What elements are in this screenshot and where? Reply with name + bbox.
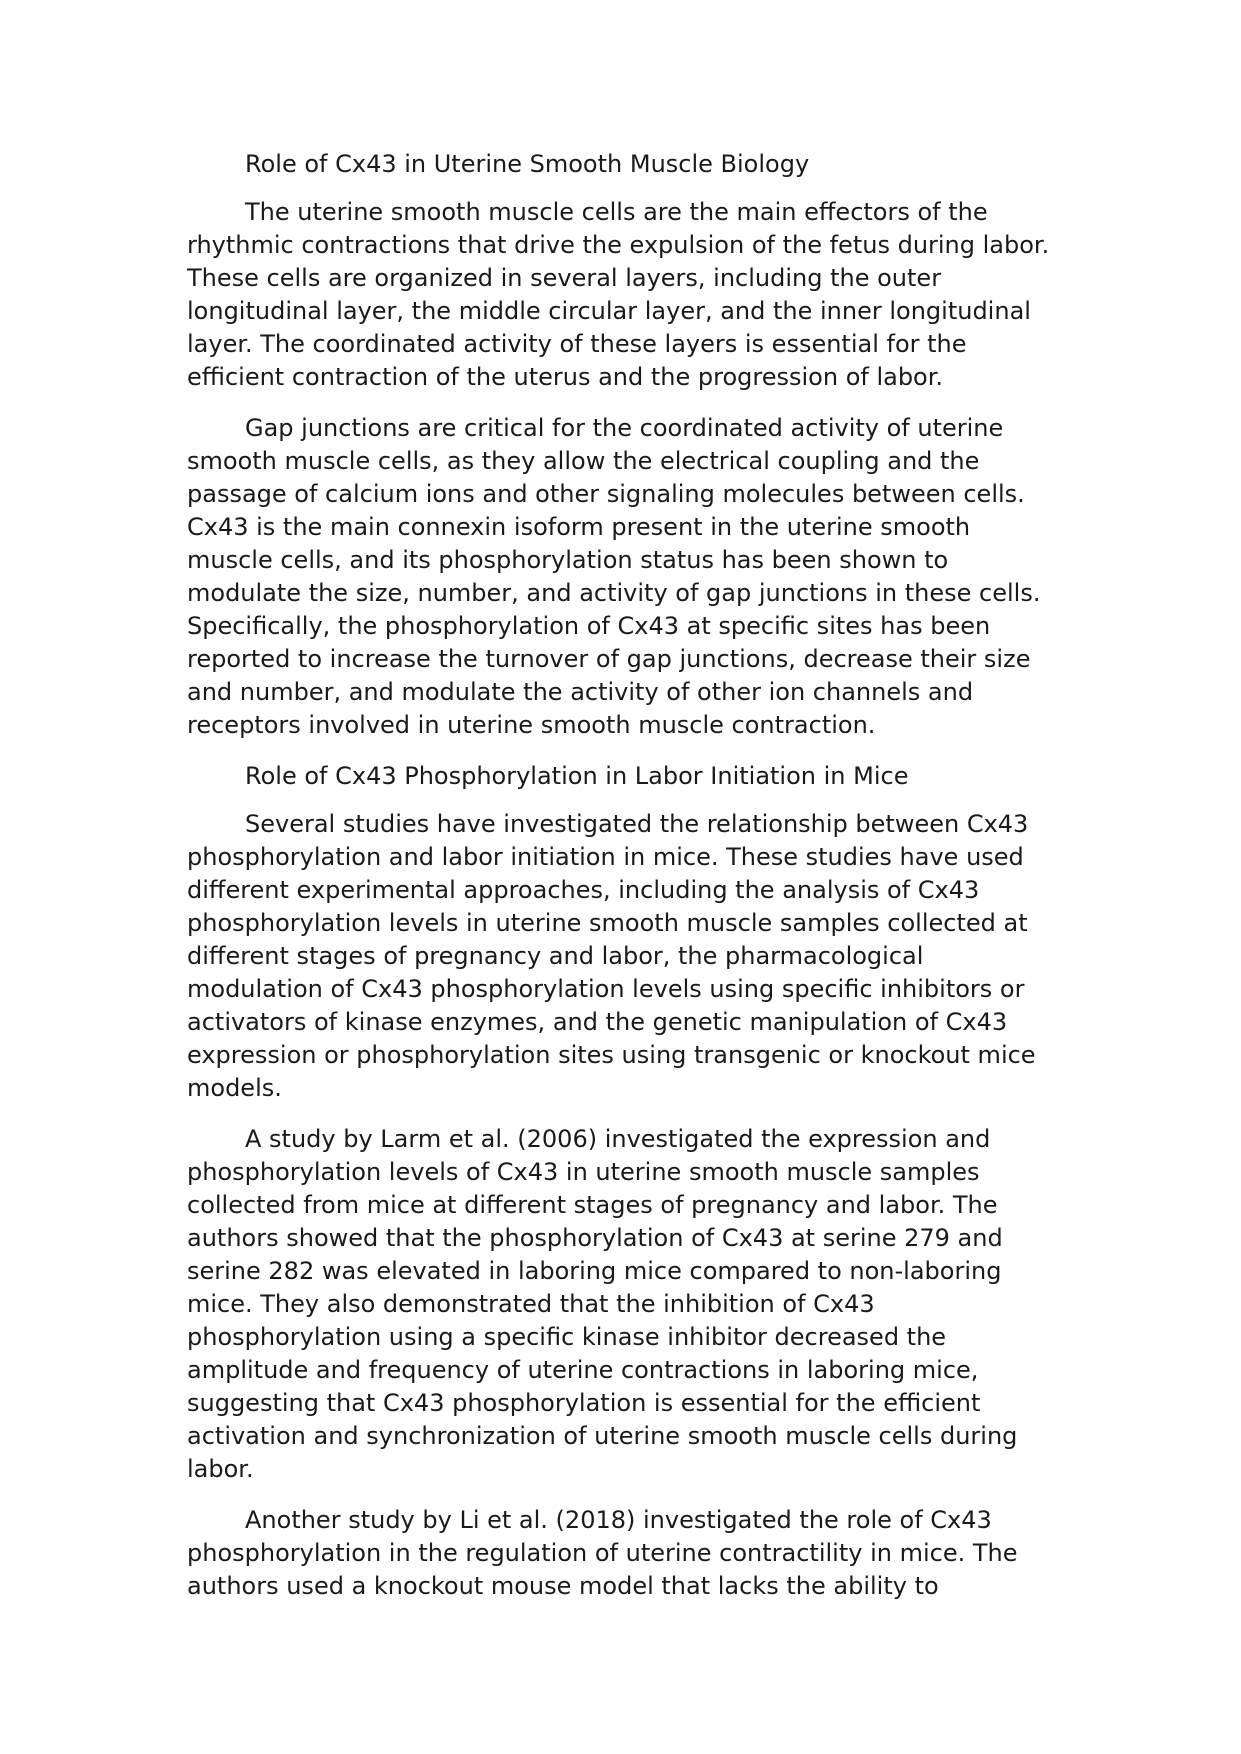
paragraph-larm-study: A study by Larm et al. (2006) investigated the expression and phosphorylation levels of Cx43 in uterine smooth muscle samples collected from mice at different stages of pregnancy and labor. The authors showed that the phosphorylation of Cx43 at serine 279 and serine 282 was elevated in laboring mice compared to non-laboring mice. They also demonstrated that the inhibition of Cx43 phosphorylation using a specific kinase inhibitor decreased the amplitude and frequency of uterine contractions in laboring mice, suggesting that Cx43 phosphorylation is essential for the efficient activation and synchronization of uterine smooth muscle cells during labor. — [187, 1125, 1018, 1483]
document-body — [187, 148, 1057, 1621]
paragraph-several-studies: Several studies have investigated the relationship between Cx43 phosphorylation and labor initiation in mice. These studies have used different experimental approaches, including the analysis of Cx43 phosphorylation levels in uterine smooth muscle samples collected at different stages of pregnancy and labor, the pharmacological modulation of Cx43 phosphorylation levels using specific inhibitors or activators of kinase enzymes, and the genetic manipulation of Cx43 expression or phosphorylation sites using transgenic or knockout mice models. — [187, 810, 1036, 1102]
paragraph-uterine-cells: The uterine smooth muscle cells are the main effectors of the rhythmic contractions that drive the expulsion of the fetus during labor. These cells are organized in several layers, including the outer longitudinal layer, the middle circular layer, and the inner longitudinal layer. The coordinated activity of these layers is essential for the efficient contraction of the uterus and the progression of labor. — [187, 198, 1050, 391]
section-heading-labor-initiation: Role of Cx43 Phosphorylation in Labor Initiation in Mice — [245, 762, 909, 790]
paragraph-gap-junctions: Gap junctions are critical for the coordinated activity of uterine smooth muscle cells, as they allow the electrical coupling and the passage of calcium ions and other signaling molecules between cells. Cx43 is the main connexin isoform present in the uterine smooth muscle cells, and its phosphorylation status has been shown to modulate the size, number, and activity of gap junctions in these cells. Specifically, the phosphorylation of Cx43 at specific sites has been reported to increase the turnover of gap junctions, decrease their size and number, and modulate the activity of other ion channels and receptors involved in uterine smooth muscle contraction. — [187, 414, 1041, 739]
section-heading-uterine-biology: Role of Cx43 in Uterine Smooth Muscle Biology — [245, 150, 810, 178]
paragraph-li-study: Another study by Li et al. (2018) investigated the role of Cx43 phosphorylation in the regulation of uterine contractility in mice. The authors used a knockout mouse model that lacks the ability to — [187, 1506, 1018, 1600]
